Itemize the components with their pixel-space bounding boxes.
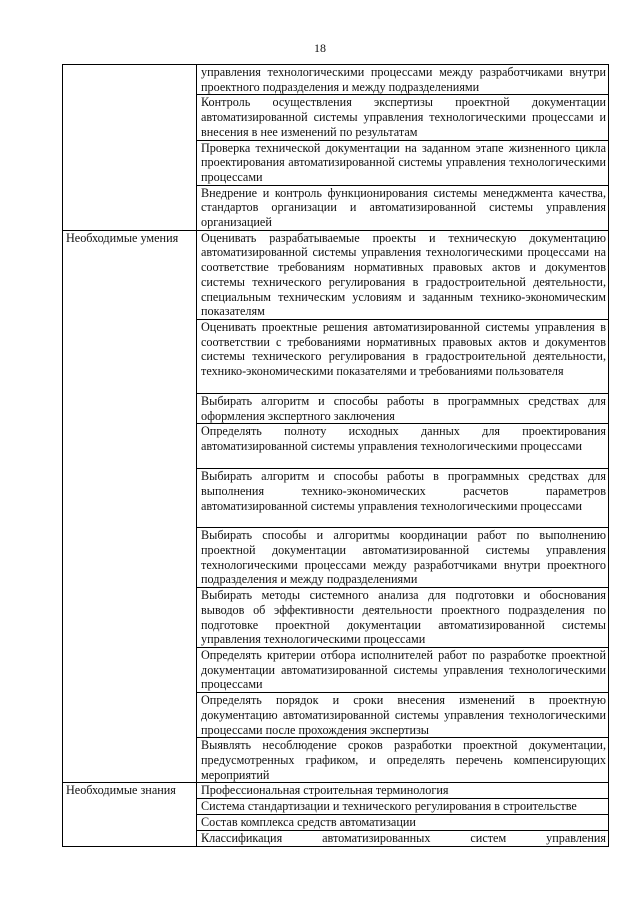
page-number: 18 xyxy=(314,41,326,55)
table-cell: Оценивать проектные решения автоматизированной системы управления в соответствии с требованиями нормативных правовых актов и документов системы технического регулирования в градостроительной деятельности, технико-экономическими показателями и требованиями пользователя xyxy=(197,319,609,393)
table-cell: управления технологическими процессами между разработчиками внутри проектного подразделения и между подразделениями xyxy=(197,65,609,95)
table-row xyxy=(63,230,609,319)
table-cell: Оценивать разрабатываемые проекты и техническую документацию автоматизированной системы управления технологическими процессами на соответствие требованиям нормативных правовых актов и документов системы технического регулирования в градостроительной деятельности, специальным техническим условиям и заданным технико-экономическим показателям xyxy=(197,230,609,319)
table-cell: Выбирать методы системного анализа для подготовки и обоснования выводов об эффективности деятельности проектного подразделения по подготовке проектной документации автоматизированной системы управления технологическими процессами xyxy=(197,588,609,648)
table-cell: Определять критерии отбора исполнителей работ по разработке проектной документации автоматизированной системы управления технологическими процессами xyxy=(197,647,609,692)
table-cell: Выбирать алгоритм и способы работы в программных средствах для оформления экспертного заключения xyxy=(197,393,609,423)
table-row xyxy=(63,65,609,95)
table-cell: Проверка технической документации на заданном этапе жизненного цикла проектирования автоматизированной системы управления технологическими процессами xyxy=(197,140,609,185)
table-cell: Выбирать способы и алгоритмы координации работ по выполнению проектной документации автоматизированной системы управления технологическими процессами между разработчиками внутри проектного подразделения и между подразделениями xyxy=(197,528,609,588)
section-label-knowledge: Необходимые знания xyxy=(63,783,197,847)
table-cell: Состав комплекса средств автоматизации xyxy=(197,815,609,831)
table-row xyxy=(63,783,609,799)
requirements-table xyxy=(62,64,609,847)
section-label-continuation xyxy=(63,65,197,231)
table-cell: Профессиональная строительная терминология xyxy=(197,783,609,799)
table-cell: Классификация автоматизированных систем управления xyxy=(197,831,609,847)
table-cell: Выбирать алгоритм и способы работы в программных средствах для выполнения технико-экономических расчетов параметров автоматизированной системы управления технологическими процессами xyxy=(197,469,609,528)
table-cell: Определять полноту исходных данных для проектирования автоматизированной системы управления технологическими процессами xyxy=(197,424,609,469)
table-cell: Система стандартизации и технического регулирования в строительстве xyxy=(197,799,609,815)
table-cell: Контроль осуществления экспертизы проектной документации автоматизированной системы управления технологическими процессами и внесения в нее изменений по результатам xyxy=(197,95,609,140)
section-label-skills: Необходимые умения xyxy=(63,230,197,783)
table-cell: Внедрение и контроль функционирования системы менеджмента качества, стандартов организации и автоматизированной системы управления организацией xyxy=(197,185,609,230)
table-cell: Выявлять несоблюдение сроков разработки проектной документации, предусмотренных графиком, и определять перечень компенсирующих мероприятий xyxy=(197,738,609,783)
table-cell: Определять порядок и сроки внесения изменений в проектную документацию автоматизированной системы управления технологическими процессами после прохождения экспертизы xyxy=(197,693,609,738)
